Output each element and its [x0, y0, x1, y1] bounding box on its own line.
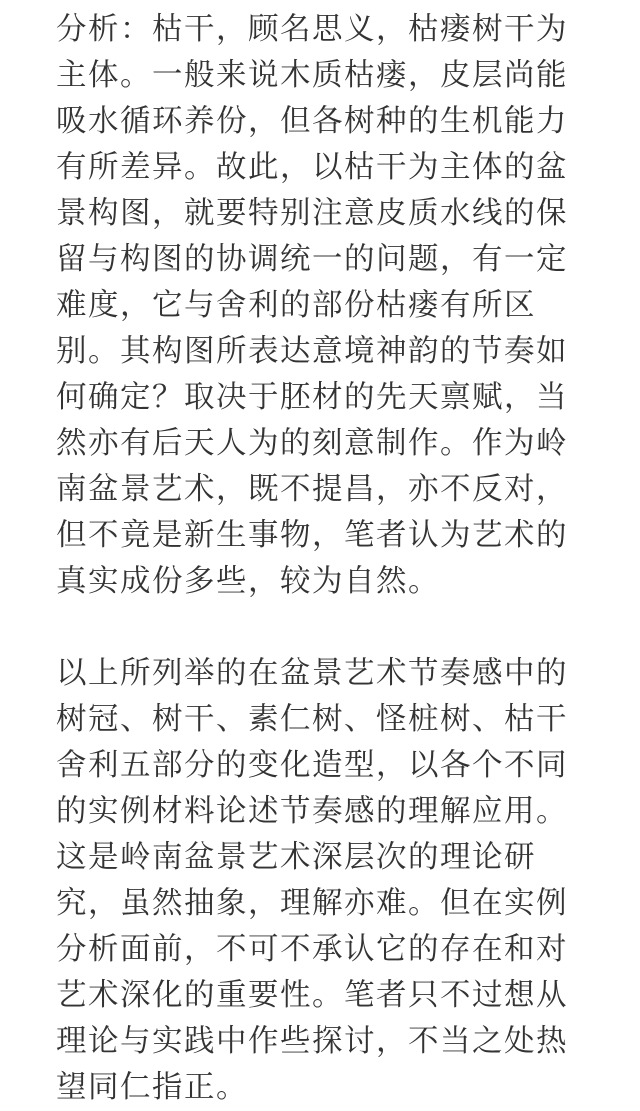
text-line: 景构图，就要特别注意皮质水线的保	[56, 196, 568, 231]
text-line: 留与构图的协调统一的问题，有一定	[56, 242, 568, 277]
text-line: 但不竟是新生事物，笔者认为艺术的	[56, 518, 568, 553]
text-line: 分析：枯干，顾名思义，枯瘘树干为	[56, 12, 568, 47]
paragraph-2	[56, 651, 576, 1111]
text-line: 何确定？取决于胚材的先天禀赋，当	[56, 380, 568, 415]
text-line: 然亦有后天人为的刻意制作。作为岭	[56, 426, 568, 461]
text-line: 难度，它与舍利的部份枯瘘有所区	[56, 288, 536, 323]
text-line: 舍利五部分的变化造型，以各个不同	[56, 748, 568, 783]
text-line: 分析面前，不可不承认它的存在和对	[56, 932, 568, 967]
text-line: 这是岭南盆景艺术深层次的理论研	[56, 840, 536, 875]
text-line: 艺术深化的重要性。笔者只不过想从	[56, 978, 568, 1013]
article-body	[56, 0, 576, 1111]
text-line: 有所差异。故此，以枯干为主体的盆	[56, 150, 568, 185]
text-line: 的实例材料论述节奏感的理解应用。	[56, 794, 568, 829]
text-line: 南盆景艺术，既不提昌，亦不反对，	[56, 472, 568, 507]
text-line: 以上所列举的在盆景艺术节奏感中的	[56, 656, 568, 691]
paragraph-1	[56, 0, 576, 605]
text-line: 树冠、树干、素仁树、怪桩树、枯干	[56, 702, 568, 737]
text-line: 理论与实践中作些探讨，不当之处热	[56, 1024, 568, 1059]
text-line: 真实成份多些，较为自然。	[56, 564, 440, 599]
text-line: 吸水循环养份，但各树种的生机能力	[56, 104, 568, 139]
text-line: 究，虽然抽象，理解亦难。但在实例	[56, 886, 568, 921]
text-line: 主体。一般来说木质枯瘘，皮层尚能	[56, 58, 568, 93]
text-line: 望同仁指正。	[56, 1070, 248, 1105]
text-line: 别。其构图所表达意境神韵的节奏如	[56, 334, 568, 369]
